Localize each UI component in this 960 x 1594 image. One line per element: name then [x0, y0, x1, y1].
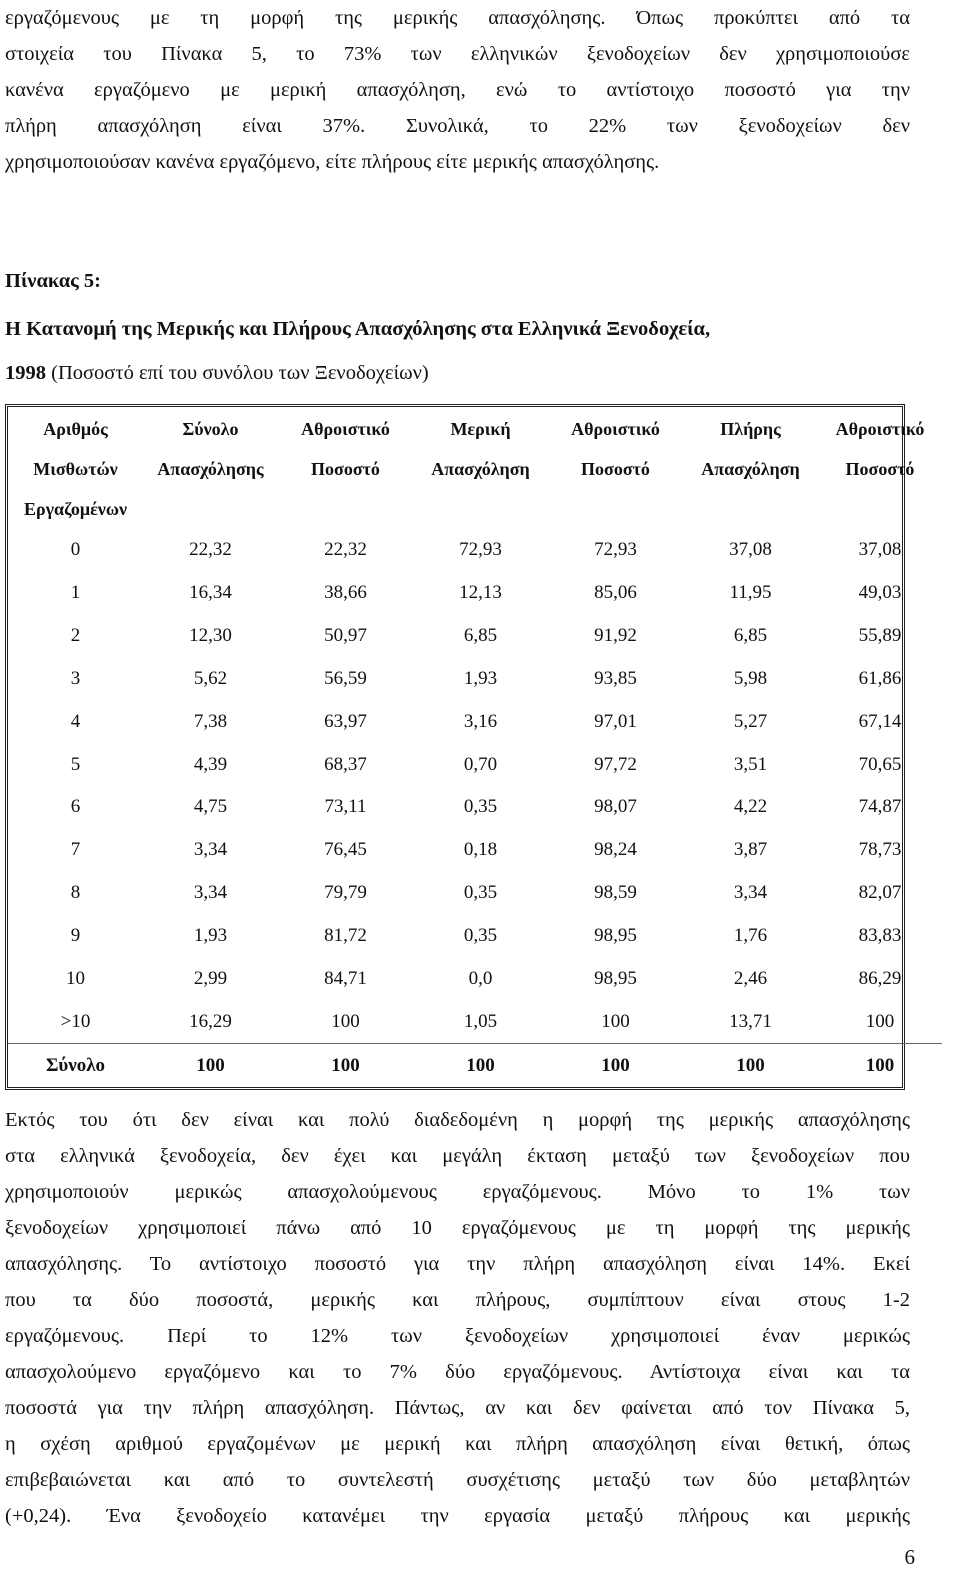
- column-header-line: Ποσοστό: [581, 459, 650, 479]
- table-cell: 3,34: [193, 839, 228, 861]
- table-cell: 100: [331, 1010, 360, 1032]
- outro-line: επιβεβαιώνεται και από το συντελεστή συσχέτισης μεταξύ των δύο μεταβλητών: [5, 1469, 910, 1491]
- table-cell: 73,11: [324, 796, 367, 818]
- table-cell: 3,34: [193, 882, 228, 904]
- table-row: [8, 658, 942, 701]
- table-cell: 9: [70, 925, 81, 947]
- table-cell: >10: [60, 1010, 91, 1032]
- table-cell: 7,38: [193, 710, 228, 732]
- table-cell: 3,87: [733, 839, 768, 861]
- intro-line: εργαζόμενους με τη μορφή της μερικής απασχόλησης. Όπως προκύπτει από τα: [5, 7, 910, 29]
- table-cell: 72,93: [594, 539, 637, 561]
- table-caption-subtitle: [5, 362, 429, 385]
- table-row: [8, 915, 942, 958]
- outro-line: που τα δύο ποσοστά, μερικής και πλήρους, συμπίπτουν είναι στους 1-2: [5, 1289, 910, 1311]
- table-cell: 83,83: [858, 925, 902, 947]
- table-cell: 56,59: [324, 667, 367, 689]
- table-caption-year: 1998: [5, 362, 46, 384]
- table-cell: 1,76: [733, 925, 768, 947]
- table-cell: 86,29: [858, 967, 902, 989]
- column-header: [818, 407, 942, 529]
- table-cell: 3,51: [733, 753, 768, 775]
- table-cell: 68,37: [324, 753, 367, 775]
- table-cell: 98,95: [594, 925, 637, 947]
- column-header: [413, 407, 548, 529]
- table-cell: 0,70: [463, 753, 498, 775]
- table-cell: 11,95: [729, 582, 772, 604]
- table-cell: 79,79: [324, 882, 367, 904]
- table-cell: 5,27: [733, 710, 768, 732]
- column-header-line: Αθροιστικό: [301, 419, 390, 439]
- table-cell: 97,72: [594, 753, 637, 775]
- table-cell: 4: [70, 710, 81, 732]
- column-header-line: Εργαζομένων: [23, 499, 128, 519]
- table-row: [8, 743, 942, 786]
- outro-line: ποσοστά για την πλήρη απασχόληση. Πάντως, αν και δεν φαίνεται από τον Πίνακα 5,: [5, 1397, 910, 1419]
- column-header-line: Μερική: [450, 419, 511, 439]
- table-cell: 93,85: [594, 667, 637, 689]
- table-cell: 100: [601, 1010, 630, 1032]
- table-cell: 4,22: [733, 796, 768, 818]
- table-cell: 37,08: [858, 539, 902, 561]
- table-cell: 50,97: [324, 625, 367, 647]
- outro-line: στα ελληνικά ξενοδοχεία, δεν έχει και μεγάλη έκταση μεταξύ των ξενοδοχείων που: [5, 1145, 910, 1167]
- table-cell: 70,65: [858, 753, 902, 775]
- column-header-line: Πλήρης: [720, 419, 781, 439]
- table-cell: 100: [865, 1010, 895, 1032]
- table-cell: 63,97: [324, 710, 367, 732]
- table-cell: 98,07: [594, 796, 637, 818]
- page-number: 6: [904, 1545, 915, 1569]
- table-row: [8, 529, 942, 572]
- column-header-line: Ποσοστό: [845, 459, 915, 479]
- table-cell: 16,29: [189, 1010, 232, 1032]
- table-cell: 10: [66, 967, 85, 989]
- table-row: [8, 700, 942, 743]
- table-cell: 76,45: [324, 839, 367, 861]
- table-cell: 91,92: [594, 625, 637, 647]
- table-caption-note: (Ποσοστό επί του συνόλου των Ξενοδοχείων): [46, 362, 429, 384]
- intro-paragraph: [5, 0, 910, 180]
- table-row: [8, 786, 942, 829]
- total-cell: 100: [413, 1044, 548, 1087]
- column-header: [683, 407, 818, 529]
- total-cell: 100: [818, 1044, 942, 1087]
- table-cell: 5,62: [193, 667, 228, 689]
- total-cell: 100: [278, 1044, 413, 1087]
- outro-line: (+0,24). Ένα ξενοδοχείο κατανέμει την εργασία μεταξύ πλήρους και μερικής: [5, 1505, 910, 1527]
- outro-line: ξενοδοχείων χρησιμοποιεί πάνω από 10 εργαζόμενους με τη μορφή της μερικής: [5, 1217, 910, 1239]
- column-header: [8, 407, 143, 529]
- intro-line: χρησιμοποιούσαν κανένα εργαζόμενο, είτε πλήρους είτε μερικής απασχόλησης.: [5, 151, 660, 173]
- table-cell: 6,85: [463, 625, 498, 647]
- column-header-line: Σύνολο: [182, 419, 239, 439]
- table-cell: 81,72: [324, 925, 367, 947]
- table-cell: 0,18: [463, 839, 498, 861]
- table-cell: 4,75: [193, 796, 228, 818]
- table-cell: 3: [70, 667, 81, 689]
- table-cell: 55,89: [858, 625, 902, 647]
- table-cell: 5: [70, 753, 81, 775]
- table-cell: 98,59: [594, 882, 637, 904]
- table-total-row: [8, 1044, 942, 1087]
- table-cell: 22,32: [324, 539, 367, 561]
- table-cell: 98,95: [594, 967, 637, 989]
- column-header: [143, 407, 278, 529]
- table-cell: 4,39: [193, 753, 228, 775]
- table-cell: 22,32: [189, 539, 232, 561]
- table-cell: 1: [70, 582, 81, 604]
- table-cell: 5,98: [733, 667, 768, 689]
- table-cell: 61,86: [858, 667, 902, 689]
- table-cell: 1,93: [463, 667, 498, 689]
- table-cell: 8: [70, 882, 81, 904]
- table-cell: 2,99: [193, 967, 228, 989]
- total-cell: 100: [548, 1044, 683, 1087]
- intro-line: κανένα εργαζόμενο με μερική απασχόληση, ενώ το αντίστοιχο ποσοστό για την: [5, 79, 910, 101]
- table-cell: 0: [70, 539, 81, 561]
- table-row: [8, 829, 942, 872]
- column-header-line: Απασχόληση: [431, 459, 530, 479]
- table-cell: 7: [70, 839, 81, 861]
- table-cell: 82,07: [858, 882, 902, 904]
- table-cell: 2,46: [733, 967, 768, 989]
- table-cell: 74,87: [858, 796, 902, 818]
- table-cell: 16,34: [189, 582, 232, 604]
- table-cell: 12,13: [459, 582, 502, 604]
- table-cell: 6: [70, 796, 81, 818]
- table-cell: 78,73: [858, 839, 902, 861]
- table-cell: 1,05: [463, 1010, 498, 1032]
- outro-line: η σχέση αριθμού εργαζομένων με μερική και πλήρη απασχόληση είναι θετική, όπως: [5, 1433, 910, 1455]
- column-header: [278, 407, 413, 529]
- table-cell: 6,85: [733, 625, 768, 647]
- outro-paragraph: [5, 1102, 910, 1534]
- table-cell: 0,35: [463, 796, 498, 818]
- table-row: [8, 1000, 942, 1043]
- table-cell: 98,24: [594, 839, 637, 861]
- total-cell: 100: [143, 1044, 278, 1087]
- table-cell: 85,06: [594, 582, 637, 604]
- table-cell: 0,35: [463, 925, 498, 947]
- table-row: [8, 872, 942, 915]
- table-cell: 3,16: [463, 710, 498, 732]
- table-cell: 38,66: [324, 582, 367, 604]
- table-cell: 67,14: [858, 710, 902, 732]
- table-row: [8, 615, 942, 658]
- table-caption-label: Πίνακας 5:: [5, 270, 101, 292]
- table-cell: 72,93: [459, 539, 502, 561]
- table-cell: 49,03: [858, 582, 902, 604]
- column-header-line: Αθροιστικό: [571, 419, 660, 439]
- table-cell: 1,93: [193, 925, 228, 947]
- table-cell: 84,71: [324, 967, 367, 989]
- column-header-line: Μισθωτών: [33, 459, 118, 479]
- table-cell: 97,01: [594, 710, 637, 732]
- total-cell: Σύνολο: [8, 1044, 143, 1087]
- table-caption-title: Η Κατανομή της Μερικής και Πλήρους Απασχόλησης στα Ελληνικά Ξενοδοχεία,: [5, 318, 711, 340]
- column-header-line: Αριθμός: [43, 419, 108, 439]
- column-header: [548, 407, 683, 529]
- column-header-line: Αθροιστικό: [835, 419, 925, 439]
- table-cell: 13,71: [729, 1010, 772, 1032]
- column-header-line: Απασχόληση: [701, 459, 800, 479]
- table-cell: 2: [70, 625, 81, 647]
- column-header-line: Απασχόλησης: [157, 459, 264, 479]
- outro-line: απασχόλησης. Το αντίστοιχο ποσοστό για την πλήρη απασχόληση είναι 14%. Εκεί: [5, 1253, 910, 1275]
- table-cell: 37,08: [729, 539, 772, 561]
- column-header-line: Ποσοστό: [311, 459, 380, 479]
- table-cell: 12,30: [189, 625, 232, 647]
- table-header-row: [8, 407, 942, 529]
- outro-line: εργαζόμενους. Περί το 12% των ξενοδοχείων χρησιμοποιεί έναν μερικώς: [5, 1325, 910, 1347]
- outro-line: Εκτός του ότι δεν είναι και πολύ διαδεδομένη η μορφή της μερικής απασχόλησης: [5, 1109, 910, 1131]
- intro-line: πλήρη απασχόληση είναι 37%. Συνολικά, το 22% των ξενοδοχείων δεν: [5, 115, 910, 137]
- table-row: [8, 572, 942, 615]
- outro-line: χρησιμοποιούν μερικώς απασχολούμενους εργαζόμενους. Μόνο το 1% των: [5, 1181, 910, 1203]
- table-row: [8, 957, 942, 1000]
- outro-line: απασχολούμενο εργαζόμενο και το 7% δύο εργαζόμενους. Αντίστοιχα είναι και τα: [5, 1361, 910, 1383]
- employment-table: [5, 404, 925, 1090]
- total-cell: 100: [683, 1044, 818, 1087]
- table-cell: 0,0: [468, 967, 493, 989]
- table-cell: 0,35: [463, 882, 498, 904]
- intro-line: στοιχεία του Πίνακα 5, το 73% των ελληνικών ξενοδοχείων δεν χρησιμοποιούσε: [5, 43, 910, 65]
- table-cell: 3,34: [733, 882, 768, 904]
